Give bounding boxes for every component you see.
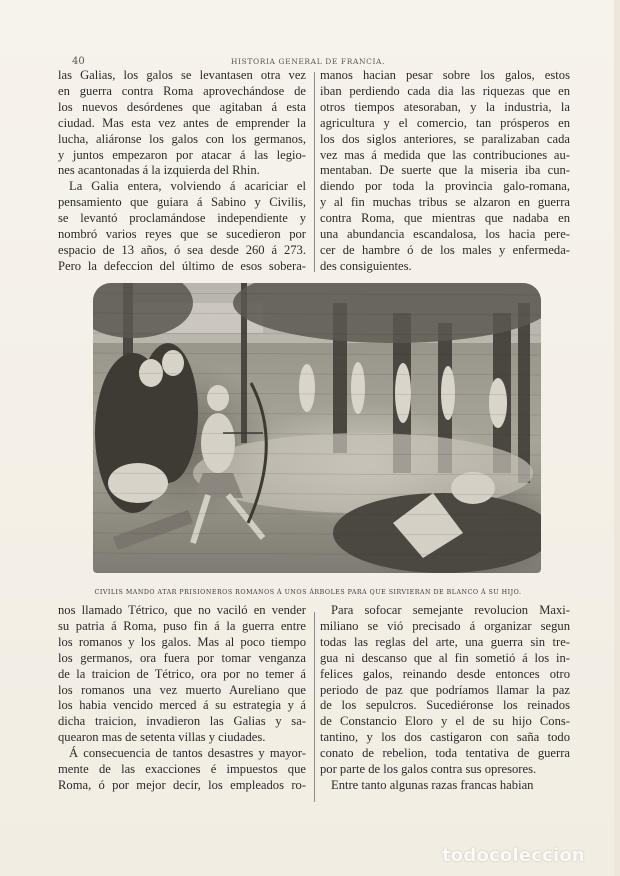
text-line: su patria á Roma, puso fin á la guerra entre — [58, 618, 306, 633]
text-line: Roma, ó por mejor decir, los empleados ro- — [58, 777, 306, 792]
text-line: Pero la defeccion del último de esos sobera- — [58, 258, 306, 273]
text-line: espacio de 13 años, ó sea desde 260 á 273. — [58, 242, 306, 257]
text-line: Á consecuencia de tantos desastres y mayor- — [69, 746, 306, 761]
text-line: des consiguientes. — [320, 258, 412, 273]
text-line: otros tiempos atesoraban, y la industria, la — [320, 99, 570, 114]
text-line: lucha, aliáronse los galos con los germanos, — [58, 131, 306, 146]
text-line: de Constancio Eloro y el de su hijo Cons- — [320, 714, 570, 729]
text-line: en guerra contra Roma aprovechándose de — [58, 83, 306, 98]
text-line: diendo por toda la provincia galo-romana, — [320, 179, 570, 194]
text-line: y al fin muchas tribus se alzaron en guerra — [320, 195, 570, 210]
text-line: los nuevos desórdenes que agitaban á esta — [58, 99, 306, 114]
text-line: vez mas á medida que las contribuciones au- — [320, 147, 570, 162]
text-line: Para sofocar semejante revolucion Maxi- — [331, 603, 570, 617]
text-line: mente de las exacciones é impuestos que — [58, 762, 306, 777]
text-line: los habia vencido merced á su estrategia y á — [58, 698, 306, 713]
text-line: La Galia entera, volviendo á acariciar el — [69, 179, 306, 194]
text-line: todas las reglas del arte, una guerra sin tre- — [320, 634, 570, 649]
text-line: por parte de los galos contra sus opresores. — [320, 762, 537, 777]
watermark-logo: todocoleccion — [442, 845, 585, 866]
text-line: miliano se vió precisado á organizar segun — [320, 618, 570, 633]
text-line: pensamiento que guiara á Sabino y Civilis, — [58, 195, 306, 210]
text-line: felices galos, reinando desde entonces otro — [320, 666, 570, 681]
text-line: de la traicion de Tétrico, ora por no temer á — [58, 666, 306, 681]
text-line: de los sepulcros. Sucediéronse los reinados — [320, 698, 570, 713]
text-line: conato de rebelion, toda tentativa de guerra — [320, 746, 570, 761]
text-line: tantino, y los dos castigaron con saña todo — [320, 730, 570, 745]
page-number: 40 — [72, 56, 85, 67]
text-line: nos llamado Tétrico, que no vaciló en vender — [58, 603, 306, 617]
text-line: contra Roma, que mientras que nadaba en — [320, 211, 570, 226]
text-line: cer de hambre ó de los males y enfermeda- — [320, 242, 570, 257]
text-line: nombró varios reyes que se sucedieron por — [58, 227, 306, 242]
text-line: se levantó proclamándose independiente y — [58, 211, 306, 226]
text-line: los romanos y los galos. Mas al poco tiempo — [58, 634, 306, 649]
text-line: manos hacian pesar sobre los galos, estos — [320, 68, 570, 82]
text-line: los germanos, ora fuera por tomar venganza — [58, 650, 306, 665]
running-title: HISTORIA GENERAL DE FRANCIA. — [230, 57, 386, 66]
text-line: los dos siglos anteriores, se paralizaban cada — [320, 131, 570, 146]
text-line: mentaban. De suerte que la miseria iba cun- — [320, 163, 570, 178]
text-line: periodo de paz que podríamos llamar la paz — [320, 682, 570, 697]
text-line: y juntos empezaron por atacar á las legio- — [58, 147, 306, 162]
engraving-illustration — [93, 283, 541, 573]
text-line: gua ni descanso que al fin sometió á los in- — [320, 650, 570, 665]
top-left-column — [58, 68, 306, 275]
text-line: una abundancia escandalosa, los hacia pere- — [320, 227, 570, 242]
text-line: nes acantonadas á la izquierda del Rhin. — [58, 163, 260, 178]
text-line: los romanos una vez muerto Aureliano que — [58, 682, 306, 697]
column-divider — [314, 72, 315, 272]
column-divider — [314, 612, 315, 802]
text-line: dicha traicion, invadieron las Galias y sa- — [58, 714, 306, 729]
text-line: iban perdiendo cada dia las riquezas que en — [320, 83, 570, 98]
text-line: quearon mas de setenta villas y ciudades. — [58, 730, 266, 745]
bottom-right-column — [320, 603, 570, 794]
text-line: Entre tanto algunas razas francas habian — [331, 777, 534, 792]
text-line: ciudad. Mas esta vez antes de emprender la — [58, 115, 306, 130]
forest-scene-graphic — [93, 283, 541, 573]
text-line: agricultura y el comercio, tan prósperos en — [320, 115, 570, 130]
illustration-caption: CIVILIS MANDO ATAR PRISIONEROS ROMANOS Á UNOS ÁRBOLES PARA QUE SIRVIERAN DE BLANCO Á SU HIJO. — [94, 589, 522, 596]
page-edge — [614, 0, 620, 876]
top-right-column — [320, 68, 570, 275]
bottom-left-column — [58, 603, 306, 794]
text-line: las Galias, los galos se levantasen otra vez — [58, 68, 306, 82]
